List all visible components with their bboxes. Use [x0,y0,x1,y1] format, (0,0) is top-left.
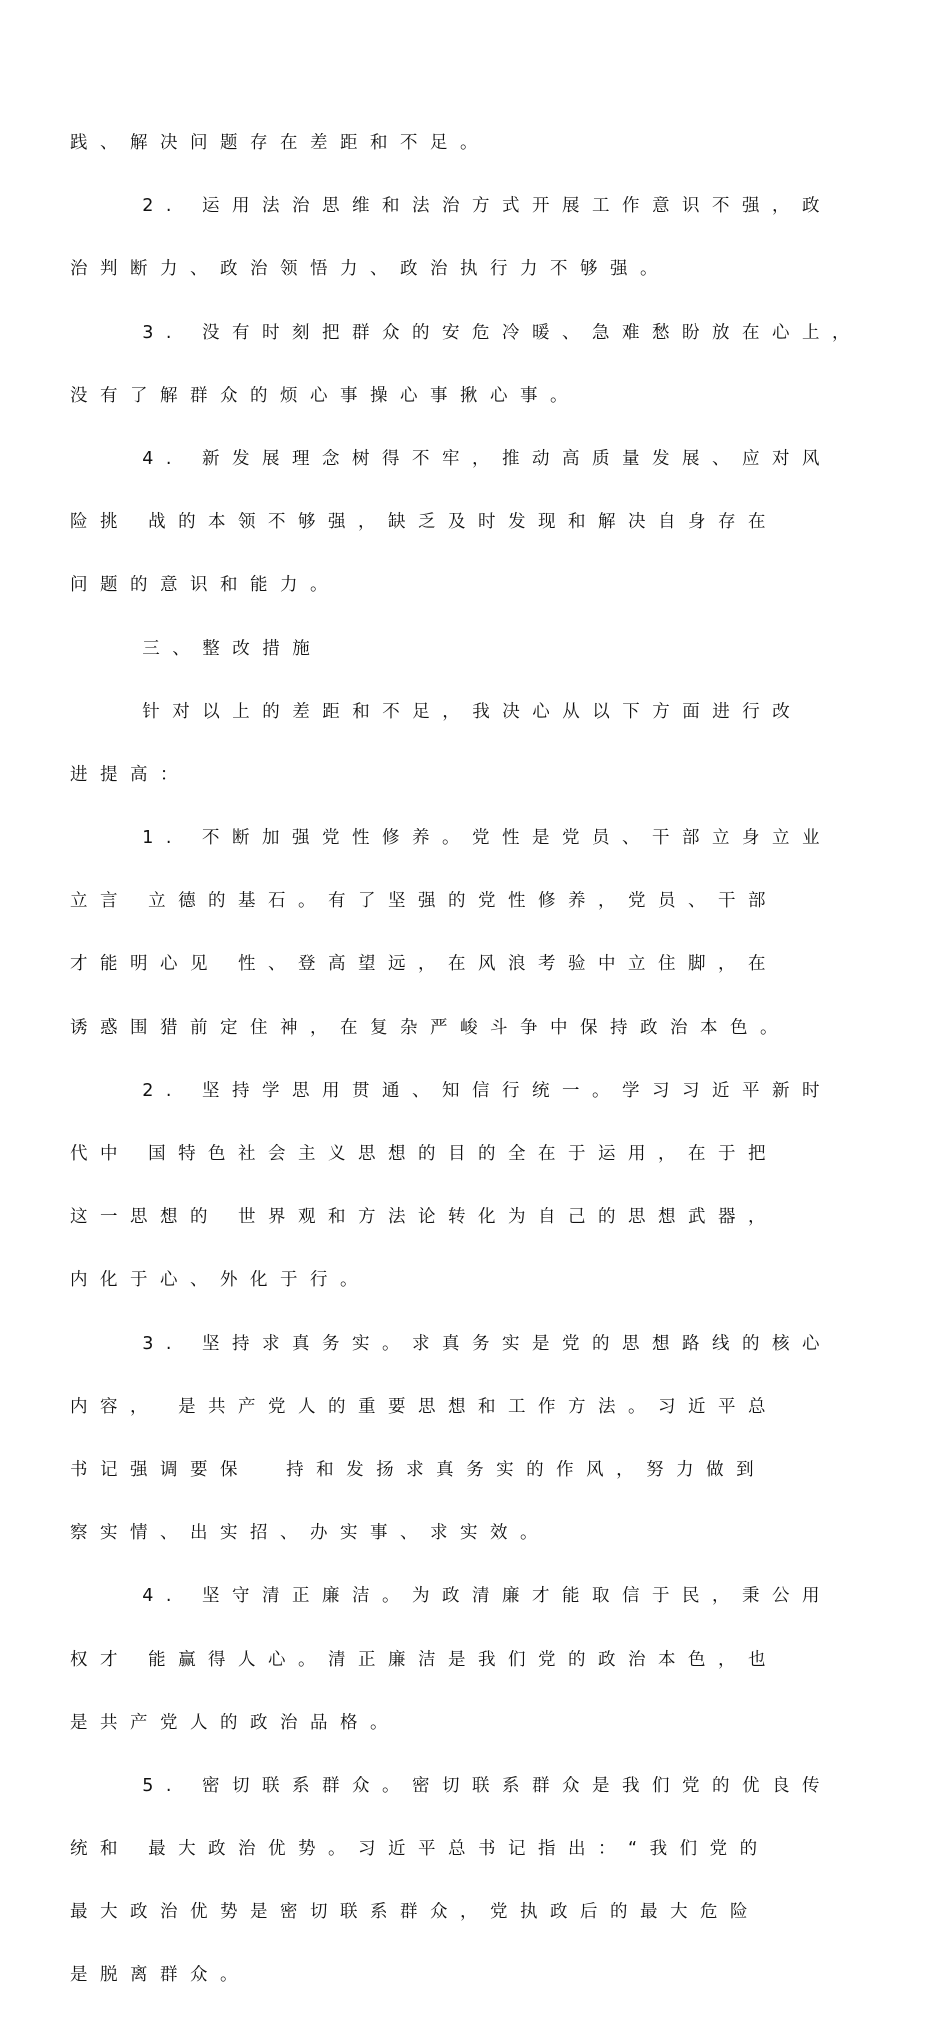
text-line: 问题的意识和能力。 [70,575,340,596]
text-line: 诱惑围猎前定住神，在复杂严峻斗争中保持政治本色。 [70,1017,790,1038]
text-line: 最大政治优势是密切联系群众，党执政后的最大危险 [70,1902,760,1923]
text-line: 没有了解群众的烦心事操心事揪心事。 [70,385,580,406]
text-line: 5. 密切联系群众。密切联系群众是我们党的优良传 [70,1775,833,1796]
text-line: 才能明心见 性、登高望远，在风浪考验中立住脚，在 [70,954,779,975]
text-line: 针对以上的差距和不足，我决心从以下方面进行改 [70,701,803,722]
text-line: 内化于心、外化于行。 [70,1270,370,1291]
section-heading: 三、整改措施 [70,638,323,659]
text-line: 立言 立德的基石。有了坚强的党性修养，党员、干部 [70,891,779,912]
text-line: 书记强调要保 持和发扬求真务实的作风，努力做到 [70,1459,767,1480]
text-line: 1. 不断加强党性修养。党性是党员、干部立身立业 [70,828,833,849]
text-line: 4. 新发展理念树得不牢，推动高质量发展、应对风 [70,448,833,469]
text-line: 2. 坚持学思用贯通、知信行统一。学习习近平新时 [70,1080,833,1101]
text-line: 险挑 战的本领不够强，缺乏及时发现和解决自身存在 [70,512,779,533]
text-line: 权才 能赢得人心。清正廉洁是我们党的政治本色，也 [70,1649,779,1670]
text-line: 察实情、出实招、办实事、求实效。 [70,1523,550,1544]
text-line: 代中 国特色社会主义思想的目的全在于运用，在于把 [70,1144,779,1164]
document-body [70,92,900,2028]
text-line: 践、解决问题存在差距和不足。 [70,133,490,153]
text-line: 内容， 是共产党人的重要思想和工作方法。习近平总 [70,1396,779,1417]
text-line: 进提高： [70,764,190,785]
text-line: 治判断力、政治领悟力、政治执行力不够强。 [70,259,670,280]
text-line: 2. 运用法治思维和法治方式开展工作意识不强，政 [70,196,833,217]
text-line: 4. 坚守清正廉洁。为政清廉才能取信于民，秉公用 [70,1586,833,1607]
text-line: 是脱离群众。 [70,1965,250,1986]
text-line: 这一思想的 世界观和方法论转化为自己的思想武器， [70,1207,779,1228]
text-line: 3. 没有时刻把群众的安危冷暖、急难愁盼放在心上， [70,322,863,343]
text-line: 是共产党人的政治品格。 [70,1712,400,1733]
text-line: 统和 最大政治优势。习近平总书记指出：“我们党的 [70,1839,770,1860]
text-line: 3. 坚持求真务实。求真务实是党的思想路线的核心 [70,1333,833,1354]
